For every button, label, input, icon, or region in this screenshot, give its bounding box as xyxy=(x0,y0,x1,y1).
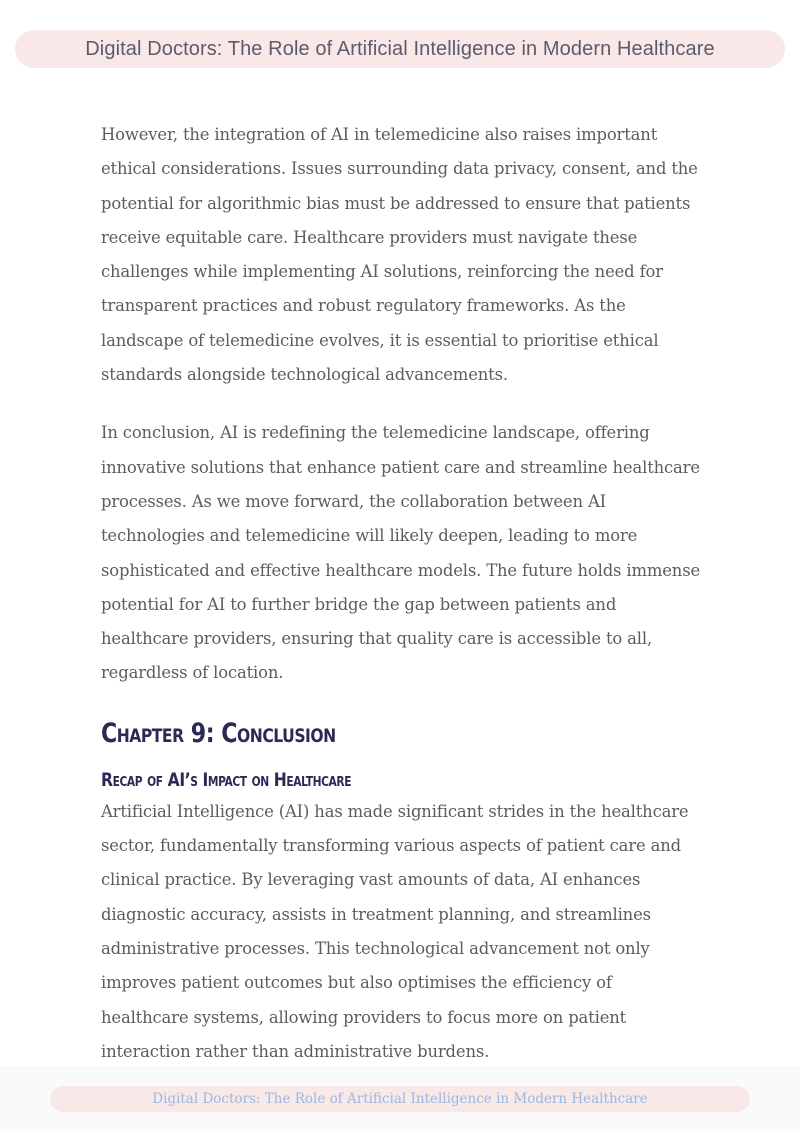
header-title: Digital Doctors: The Role of Artificial Intelligence in Modern Healthcare xyxy=(85,37,715,60)
body-paragraph: However, the integration of AI in telemedicine also raises important ethical considerations. Issues surrounding data privacy, consent, and the potential for algorithmic bias must be addressed to ensure that patients receive equitable care. Healthcare providers must navigate these challenges while implementing AI solutions, reinforcing the need for transparent practices and robust regulatory frameworks. As the landscape of telemedicine evolves, it is essential to prioritise ethical standards alongside technological advancements. xyxy=(101,125,698,385)
body-paragraph: Artificial Intelligence (AI) has made significant strides in the healthcare sector, fundamentally transforming various aspects of patient care and clinical practice. By leveraging vast amounts of data, AI enhances diagnostic accuracy, assists in treatment planning, and streamlines administrative processes. This technological advancement not only improves patient outcomes but also optimises the efficiency of healthcare systems, allowing providers to focus more on patient interaction rather than administrative burdens. xyxy=(101,801,689,1061)
page-footer xyxy=(0,1066,800,1132)
section-title: Recap of AI’s Impact on Healthcare xyxy=(101,768,352,791)
body-paragraph: In conclusion, AI is redefining the telemedicine landscape, offering innovative solutions that enhance patient care and streamline healthcare processes. As we move forward, the collaboration between AI technologies and telemedicine will likely deepen, leading to more sophisticated and effective healthcare models. The future holds immense potential for AI to further bridge the gap between patients and healthcare providers, ensuring that quality care is accessible to all, regardless of location. xyxy=(101,423,701,683)
footer-title: Digital Doctors: The Role of Artificial Intelligence in Modern Healthcare xyxy=(152,1091,648,1107)
chapter-title: Chapter 9: Conclusion xyxy=(101,717,336,749)
running-footer xyxy=(50,1086,750,1112)
page-content xyxy=(101,118,701,1069)
running-header xyxy=(15,30,785,68)
